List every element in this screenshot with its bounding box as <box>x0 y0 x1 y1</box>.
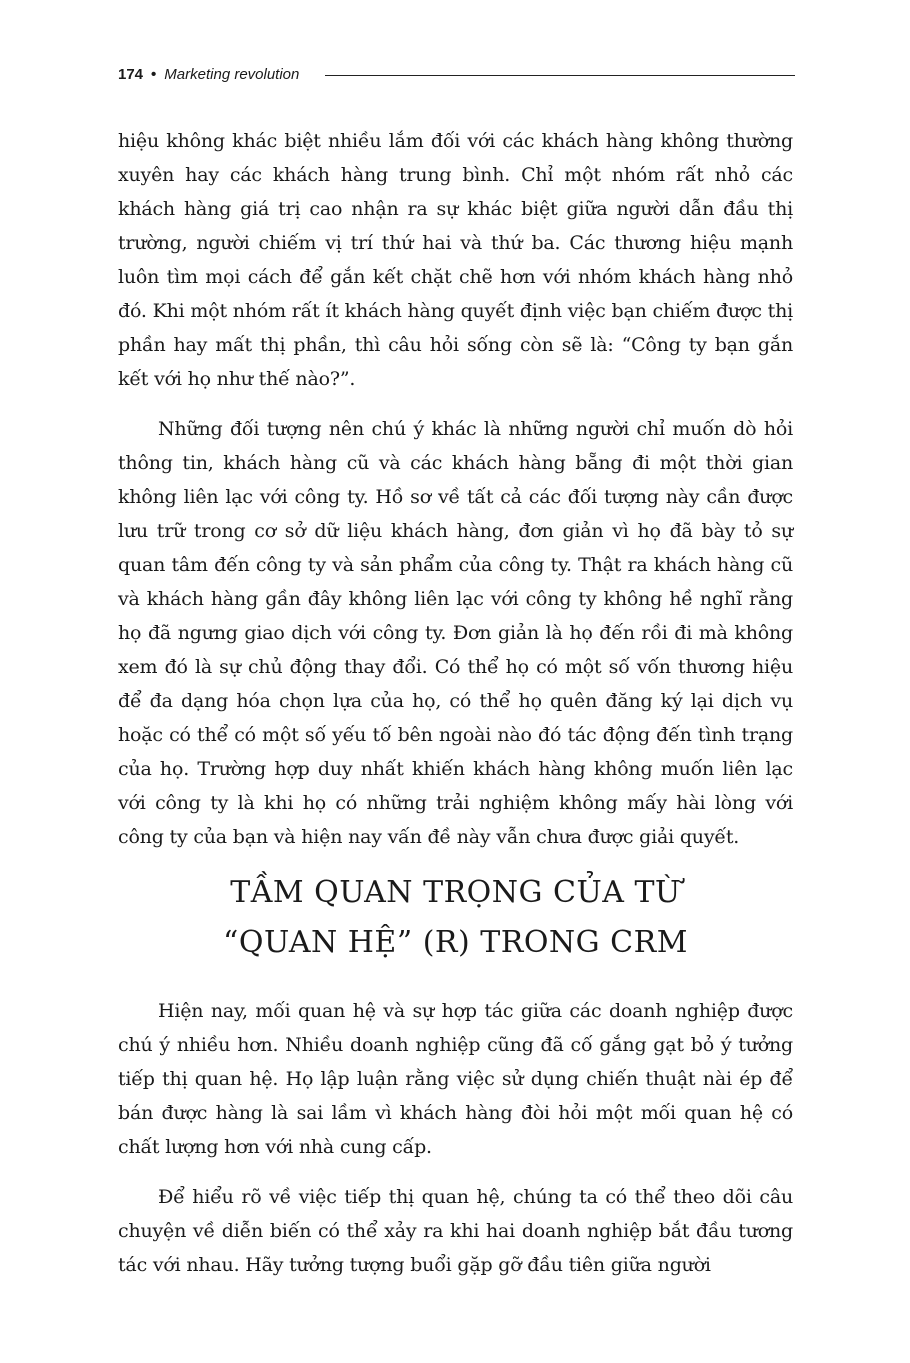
paragraph: Hiện nay, mối quan hệ và sự hợp tác giữa các doanh nghiệp được chú ý nhiều hơn. Nhiều doanh nghiệp cũng đã cố gắng gạt bỏ ý tưởng tiếp thị quan hệ. Họ lập luận rằng việc sử dụng chiến thuật nài ép để bán được hàng là sai lầm vì khách hàng đòi hỏi một mối quan hệ có chất lượng hơn với nhà cung cấp. <box>118 1000 793 1158</box>
paragraph: Những đối tượng nên chú ý khác là những người chỉ muốn dò hỏi thông tin, khách hàng cũ và các khách hàng bẵng đi một thời gian không liên lạc với công ty. Hồ sơ về tất cả các đối tượng này cần được lưu trữ trong cơ sở dữ liệu khách hàng, đơn giản vì họ đã bày tỏ sự quan tâm đến công ty và sản phẩm của công ty. Thật ra khách hàng cũ và khách hàng gần đây không liên lạc với công ty không hề nghĩ rằng họ đã ngưng giao dịch với công ty. Đơn giản là họ đến rồi đi mà không xem đó là sự chủ động thay đổi. Có thể họ có một số vốn thương hiệu để đa dạng hóa chọn lựa của họ, có thể họ quên đăng ký lại dịch vụ hoặc có thể có một số yếu tố bên ngoài nào đó tác động đến tình trạng của họ. Trường hợp duy nhất khiến khách hàng không muốn liên lạc với công ty là khi họ có những trải nghiệm không mấy hài lòng với công ty của bạn và hiện nay vấn đề này vẫn chưa được giải quyết. <box>118 418 793 848</box>
paragraph-continued: hiệu không khác biệt nhiều lắm đối với các khách hàng không thường xuyên hay các khách hàng trung bình. Chỉ một nhóm rất nhỏ các khách hàng giá trị cao nhận ra sự khác biệt giữa người dẫn đầu thị trường, người chiếm vị trí thứ hai và thứ ba. Các thương hiệu mạnh luôn tìm mọi cách để gắn kết chặt chẽ hơn với nhóm khách hàng nhỏ đó. Khi một nhóm rất ít khách hàng quyết định việc bạn chiếm được thị phần hay mất thị phần, thì câu hỏi sống còn sẽ là: “Công ty bạn gắn kết với họ như thế nào?”. <box>118 130 793 390</box>
book-title: Marketing revolution <box>164 65 300 83</box>
section-heading-line-2: “QUAN HỆ” (R) TRONG CRM <box>223 925 688 960</box>
header-rule <box>325 75 795 76</box>
header-separator: • <box>151 65 157 83</box>
page-number: 174 <box>118 65 144 83</box>
page-body <box>118 124 793 1282</box>
running-header <box>118 62 795 86</box>
paragraph: Để hiểu rõ về việc tiếp thị quan hệ, chúng ta có thể theo dõi câu chuyện về diễn biến có thể xảy ra khi hai doanh nghiệp bắt đầu tương tác với nhau. Hãy tưởng tượng buổi gặp gỡ đầu tiên giữa người <box>118 1186 793 1276</box>
section-heading <box>118 868 793 968</box>
section-heading-line-1: TẦM QUAN TRỌNG CỦA TỪ <box>230 875 681 910</box>
